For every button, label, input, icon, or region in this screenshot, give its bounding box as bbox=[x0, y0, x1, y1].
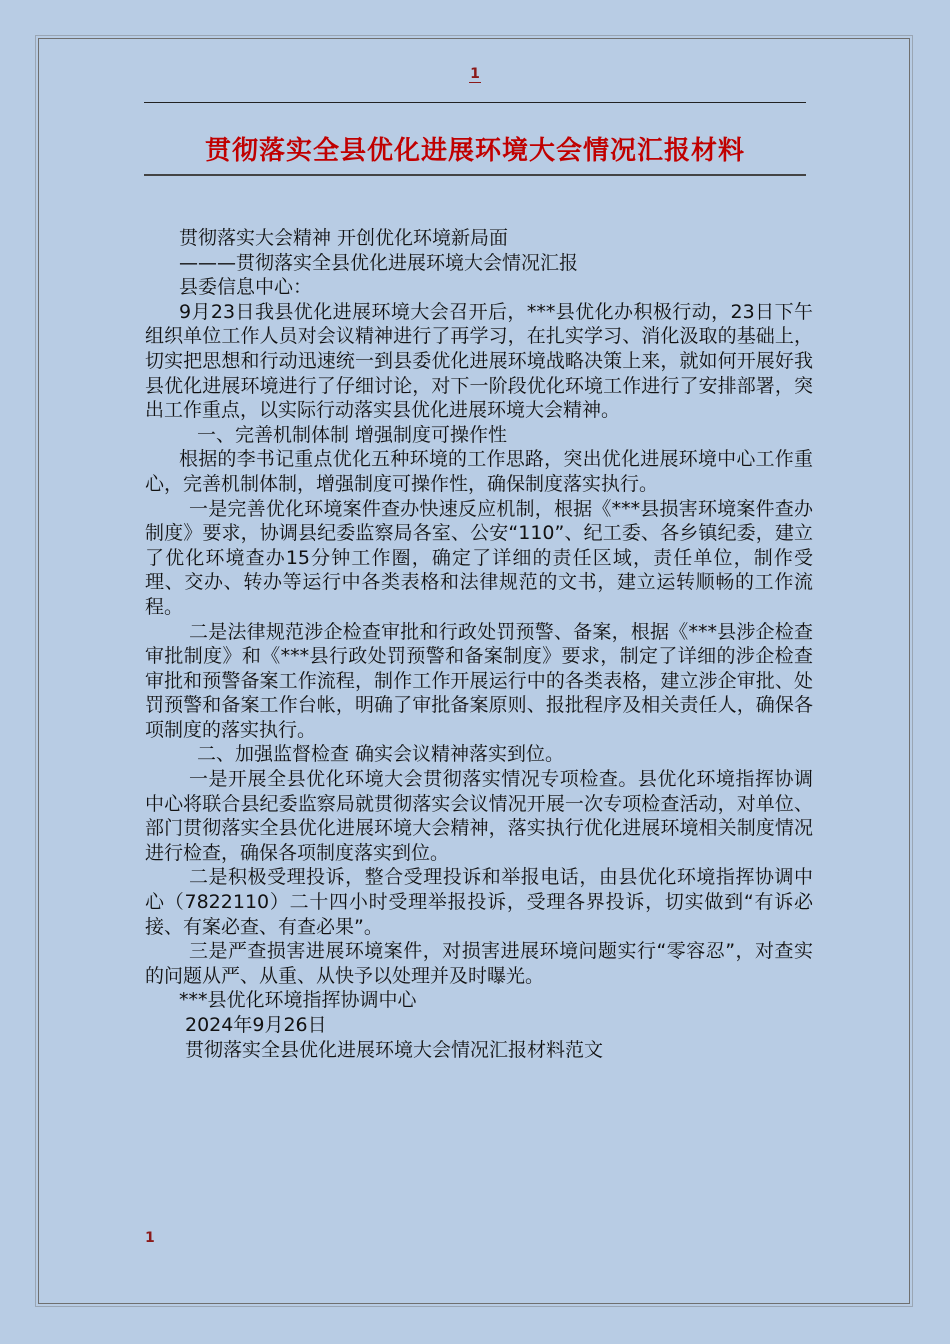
section2-heading: 二、加强监督检查 确实会议精神落实到位。 bbox=[197, 743, 565, 766]
document-title: 贯彻落实全县优化进展环境大会情况汇报材料 bbox=[204, 136, 745, 166]
date: 2024年9月26日 bbox=[185, 1014, 327, 1036]
section1-item2: 二是法律规范涉企检查审批和行政处罚预警、备案，根据《***县涉企检查审批制度》和《***县行政处罚预警和备案制度》要求，制定了详细的涉企检查审批和预警备案工作流程，制作工作开展运行中的各类表格，建立涉企审批、处罚预警和备案工作台帐，明确了审批备案原则、报批程序及相关责任人，确保各项制度的落实执行。 bbox=[145, 620, 813, 741]
subtitle-secondary: ———贯彻落实全县优化进展环境大会情况汇报 bbox=[179, 251, 579, 274]
section2-item2: 二是积极受理投诉，整合受理投诉和举报电话，由县优化环境指挥协调中心（7822110）二十四小时受理举报投诉，受理各界投诉，切实做到“有诉必接、有案必查、有查必果”。 bbox=[145, 866, 813, 938]
intro-paragraph: 9月23日我县优化进展环境大会召开后，***县优化办积极行动，23日下午组织单位工作人员对会议精神进行了再学习，在扎实学习、消化汲取的基础上，切实把思想和行动迅速统一到县委优化进展环境战略决策上来，就如何开展好我县优化进展环境进行了仔细讨论，对下一阶段优化环境工作进行了安排部署，突出工作重点，以实际行动落实县优化进展环境大会精神。 bbox=[145, 300, 813, 422]
title-divider bbox=[144, 174, 806, 176]
footer-title: 贯彻落实全县优化进展环境大会情况汇报材料范文 bbox=[185, 1038, 604, 1061]
subtitle: 贯彻落实大会精神 开创优化环境新局面 bbox=[179, 227, 509, 249]
section2-item1: 一是开展全县优化环境大会贯彻落实情况专项检查。县优化环境指挥协调中心将联合县纪委监察局就贯彻落实会议情况开展一次专项检查活动，对单位、部门贯彻落实全县优化进展环境大会精神，落实执行优化进展环境相关制度情况进行检查，确保各项制度落实到位。 bbox=[145, 768, 813, 864]
section1-item1: 一是完善优化环境案件查办快速反应机制，根据《***县损害环境案件查办制度》要求，协调县纪委监察局各室、公安“110”、纪工委、各乡镇纪委，建立了优化环境查办15分钟工作圈，确定了详细的责任区域，责任单位，制作受理、交办、转办等运行中各类表格和法律规范的文书，建立运转顺畅的工作流程。 bbox=[145, 497, 813, 618]
section1-heading: 一、完善机制体制 增强制度可操作性 bbox=[197, 423, 508, 446]
section1-intro: 根据的李书记重点优化五种环境的工作思路，突出优化进展环境中心工作重心，完善机制体制，增强制度可操作性，确保制度落实执行。 bbox=[145, 448, 813, 495]
header-page-number: 1 bbox=[470, 66, 480, 82]
document-body bbox=[145, 226, 813, 1062]
signature: ***县优化环境指挥协调中心 bbox=[179, 989, 417, 1012]
recipient: 县委信息中心： bbox=[179, 276, 313, 299]
section2-item3: 三是严查损害进展环境案件，对损害进展环境问题实行“零容忍”，对查实的问题从严、从重、从快予以处理并及时曝光。 bbox=[145, 940, 813, 987]
header-divider bbox=[144, 102, 806, 103]
footer-page-number: 1 bbox=[145, 1230, 155, 1246]
